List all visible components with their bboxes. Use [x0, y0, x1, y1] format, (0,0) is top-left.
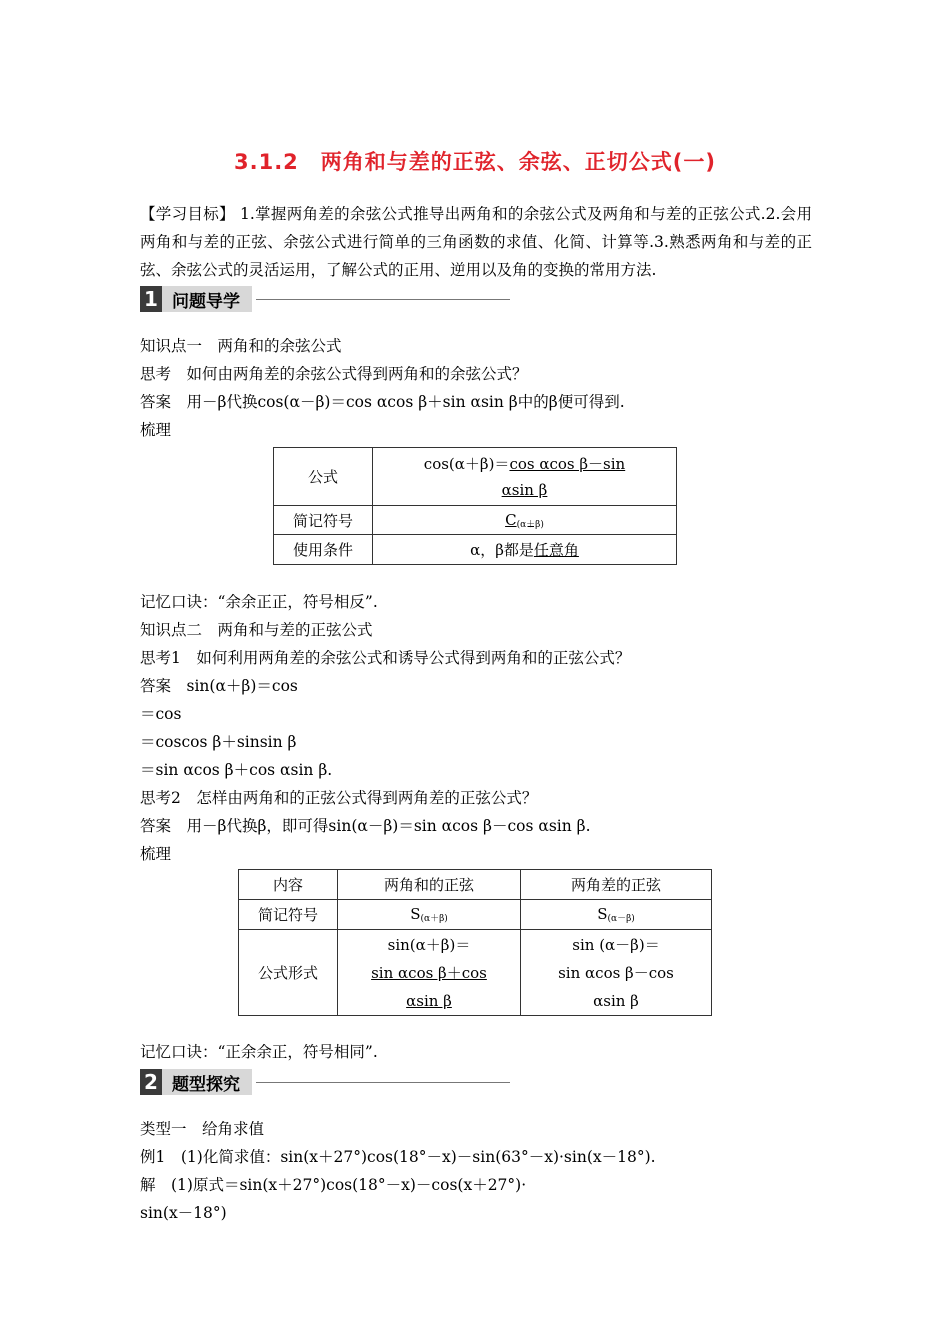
condition-prefix: α，β都是	[470, 541, 534, 559]
table-row	[239, 930, 712, 1016]
symbol-sub: (α＋β)	[420, 914, 448, 924]
table-cell-formula	[373, 448, 677, 506]
formula-prefix: cos(α＋β)＝	[423, 454, 510, 473]
cosine-formula-table	[273, 447, 677, 565]
sine-formula-table	[238, 869, 712, 1016]
answer-text: 答案 用－β代换cos(α－β)＝cos αcos β＋sin αsin β中的β便可得到.	[140, 393, 625, 411]
solution-text: sin(x－18°)	[140, 1204, 227, 1222]
page-title: 3.1.2 两角和与差的正弦、余弦、正切公式(一)	[234, 150, 716, 174]
section-label: 题型探究	[162, 1069, 252, 1095]
answer-text: 答案 sin(α＋β)＝cos	[140, 677, 298, 695]
table-cell-label: 公式	[274, 448, 373, 506]
table-header-cell: 两角和的正弦	[338, 870, 521, 900]
learning-goals-text: 1.掌握两角差的余弦公式推导出两角和的余弦公式及两角和与差的正弦公式.2.会用两角和与差的正弦、余弦公式进行简单的三角函数的求值、化简、计算等.3.熟悉两角和与差的正弦、余弦公式的灵活运用，了解公式的正用、逆用以及角的变换的常用方法.	[140, 205, 812, 279]
table-cell-label: 使用条件	[274, 535, 373, 565]
table-cell-symbol	[373, 506, 677, 535]
summary-label: 梳理	[140, 845, 172, 863]
table-cell-label: 公式形式	[239, 930, 338, 1016]
section-rule	[256, 1082, 510, 1083]
solution-text: 解 (1)原式＝sin(x＋27°)cos(18°－x)－cos(x＋27°)·	[140, 1176, 527, 1194]
table-header-cell: 内容	[239, 870, 338, 900]
symbol-main: S	[410, 905, 421, 923]
mnemonic: 记忆口诀：“余余正正，符号相反”.	[140, 593, 378, 611]
symbol-sub: (α＋β)	[516, 519, 544, 530]
section-header-2	[140, 1069, 510, 1095]
learning-goals	[140, 200, 812, 284]
table-row	[274, 448, 677, 506]
example-text: 例1 (1)化简求值：sin(x＋27°)cos(18°－x)－sin(63°－x)·sin(x－18°).	[140, 1148, 656, 1166]
think-question: 思考2 怎样由两角和的正弦公式得到两角差的正弦公式？	[140, 789, 538, 807]
knowledge-point-heading: 知识点二 两角和与差的正弦公式	[140, 621, 373, 639]
table-row	[239, 900, 712, 930]
condition-blank: 任意角	[533, 541, 579, 559]
section-number: 1	[140, 286, 162, 312]
learning-goals-tag: 【学习目标】	[140, 205, 235, 223]
table-cell-label: 简记符号	[274, 506, 373, 535]
section-rule	[256, 299, 510, 300]
table-cell-symbol	[521, 900, 712, 930]
formula-line: αsin β	[593, 991, 639, 1010]
symbol-blank	[505, 511, 544, 529]
section-label: 问题导学	[162, 286, 252, 312]
symbol-main: C	[505, 510, 517, 529]
answer-text: 答案 用－β代换β，即可得sin(α－β)＝sin αcos β－cos αsin β.	[140, 817, 591, 835]
table-row	[239, 870, 712, 900]
think-question: 思考 如何由两角差的余弦公式得到两角和的余弦公式？	[140, 365, 528, 383]
table-cell-condition	[373, 535, 677, 565]
table-row	[274, 535, 677, 565]
table-row	[274, 506, 677, 535]
table-cell-label: 简记符号	[239, 900, 338, 930]
type-heading: 类型一 给角求值	[140, 1120, 265, 1138]
formula-blank-2: αsin β	[406, 991, 452, 1010]
table-cell-symbol	[338, 900, 521, 930]
summary-label: 梳理	[140, 421, 172, 439]
table-cell-formula	[521, 930, 712, 1016]
mnemonic: 记忆口诀：“正余余正，符号相同”.	[140, 1043, 378, 1061]
formula-line: sin(α＋β)＝	[387, 935, 471, 954]
table-header-cell: 两角差的正弦	[521, 870, 712, 900]
knowledge-point-heading: 知识点一 两角和的余弦公式	[140, 337, 342, 355]
section-number: 2	[140, 1069, 162, 1095]
symbol-main: S	[597, 905, 608, 923]
think-question: 思考1 如何利用两角差的余弦公式和诱导公式得到两角和的正弦公式？	[140, 649, 631, 667]
formula-line: sin (α－β)＝	[572, 935, 660, 954]
section-header-1	[140, 286, 510, 312]
answer-text: ＝cos	[140, 705, 182, 723]
answer-text: ＝sin αcos β＋cos αsin β.	[140, 761, 333, 779]
formula-blank-1: sin αcos β＋cos	[371, 963, 487, 982]
table-cell-formula	[338, 930, 521, 1016]
answer-text: ＝coscos β＋sinsin β	[140, 733, 297, 751]
formula-line: sin αcos β－cos	[558, 963, 674, 982]
formula-blank-2: αsin β	[501, 480, 548, 499]
symbol-sub: (α－β)	[607, 914, 635, 924]
formula-blank-1: cos αcos β－sin	[509, 454, 626, 473]
